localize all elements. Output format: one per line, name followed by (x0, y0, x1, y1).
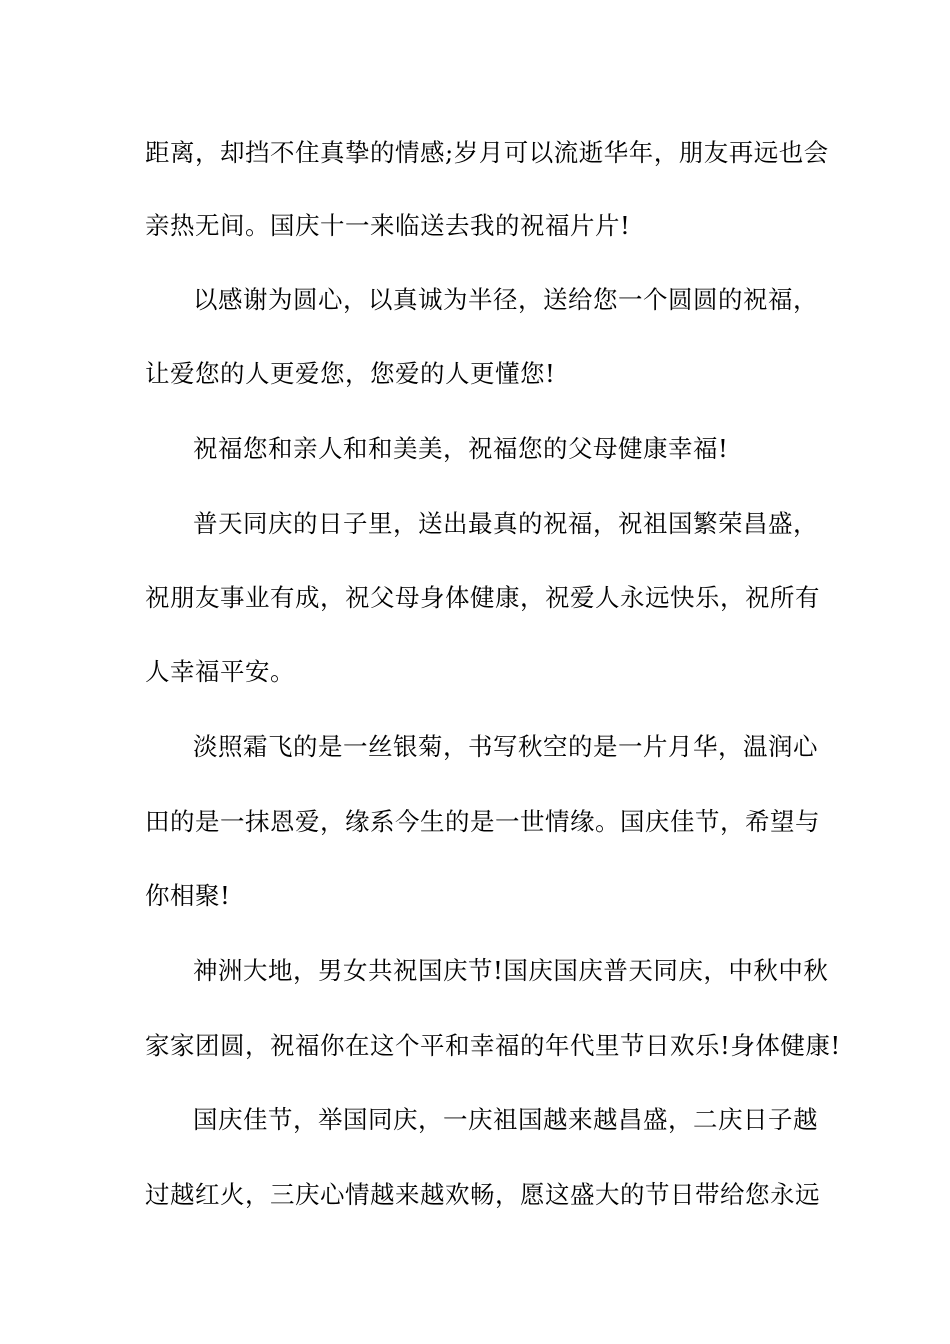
paragraph-start-line: 淡照霜飞的是一丝银菊，书写秋空的是一片月华，温润心 (193, 732, 818, 761)
paragraph-start-line: 普天同庆的日子里，送出最真的祝福，祝祖国繁荣昌盛， (193, 509, 818, 538)
text-line: 祝朋友事业有成，祝父母身体健康，祝爱人永远快乐，祝所有 (145, 583, 820, 612)
text-line: 让爱您的人更爱您，您爱的人更懂您! (145, 359, 556, 388)
text-line: 过越红火，三庆心情越来越欢畅，愿这盛大的节日带给您永远 (145, 1180, 820, 1209)
paragraph-start-line: 祝福您和亲人和和美美，祝福您的父母健康幸福! (193, 434, 729, 463)
text-line: 亲热无间。国庆十一来临送去我的祝福片片! (145, 211, 631, 240)
paragraph-start-line: 神洲大地，男女共祝国庆节!国庆国庆普天同庆，中秋中秋 (193, 956, 829, 985)
paragraph-start-line: 国庆佳节，举国同庆，一庆祖国越来越昌盛，二庆日子越 (193, 1105, 818, 1134)
text-line: 距离，却挡不住真挚的情感;岁月可以流逝华年，朋友再远也会 (145, 138, 829, 167)
text-line: 田的是一抹恩爱，缘系今生的是一世情缘。国庆佳节，希望与 (145, 807, 820, 836)
text-line: 人幸福平安。 (145, 657, 295, 686)
paragraph-start-line: 以感谢为圆心，以真诚为半径，送给您一个圆圆的祝福， (193, 285, 818, 314)
text-line: 家家团圆，祝福你在这个平和幸福的年代里节日欢乐!身体健康! (145, 1031, 841, 1060)
text-line: 你相聚! (145, 881, 231, 910)
